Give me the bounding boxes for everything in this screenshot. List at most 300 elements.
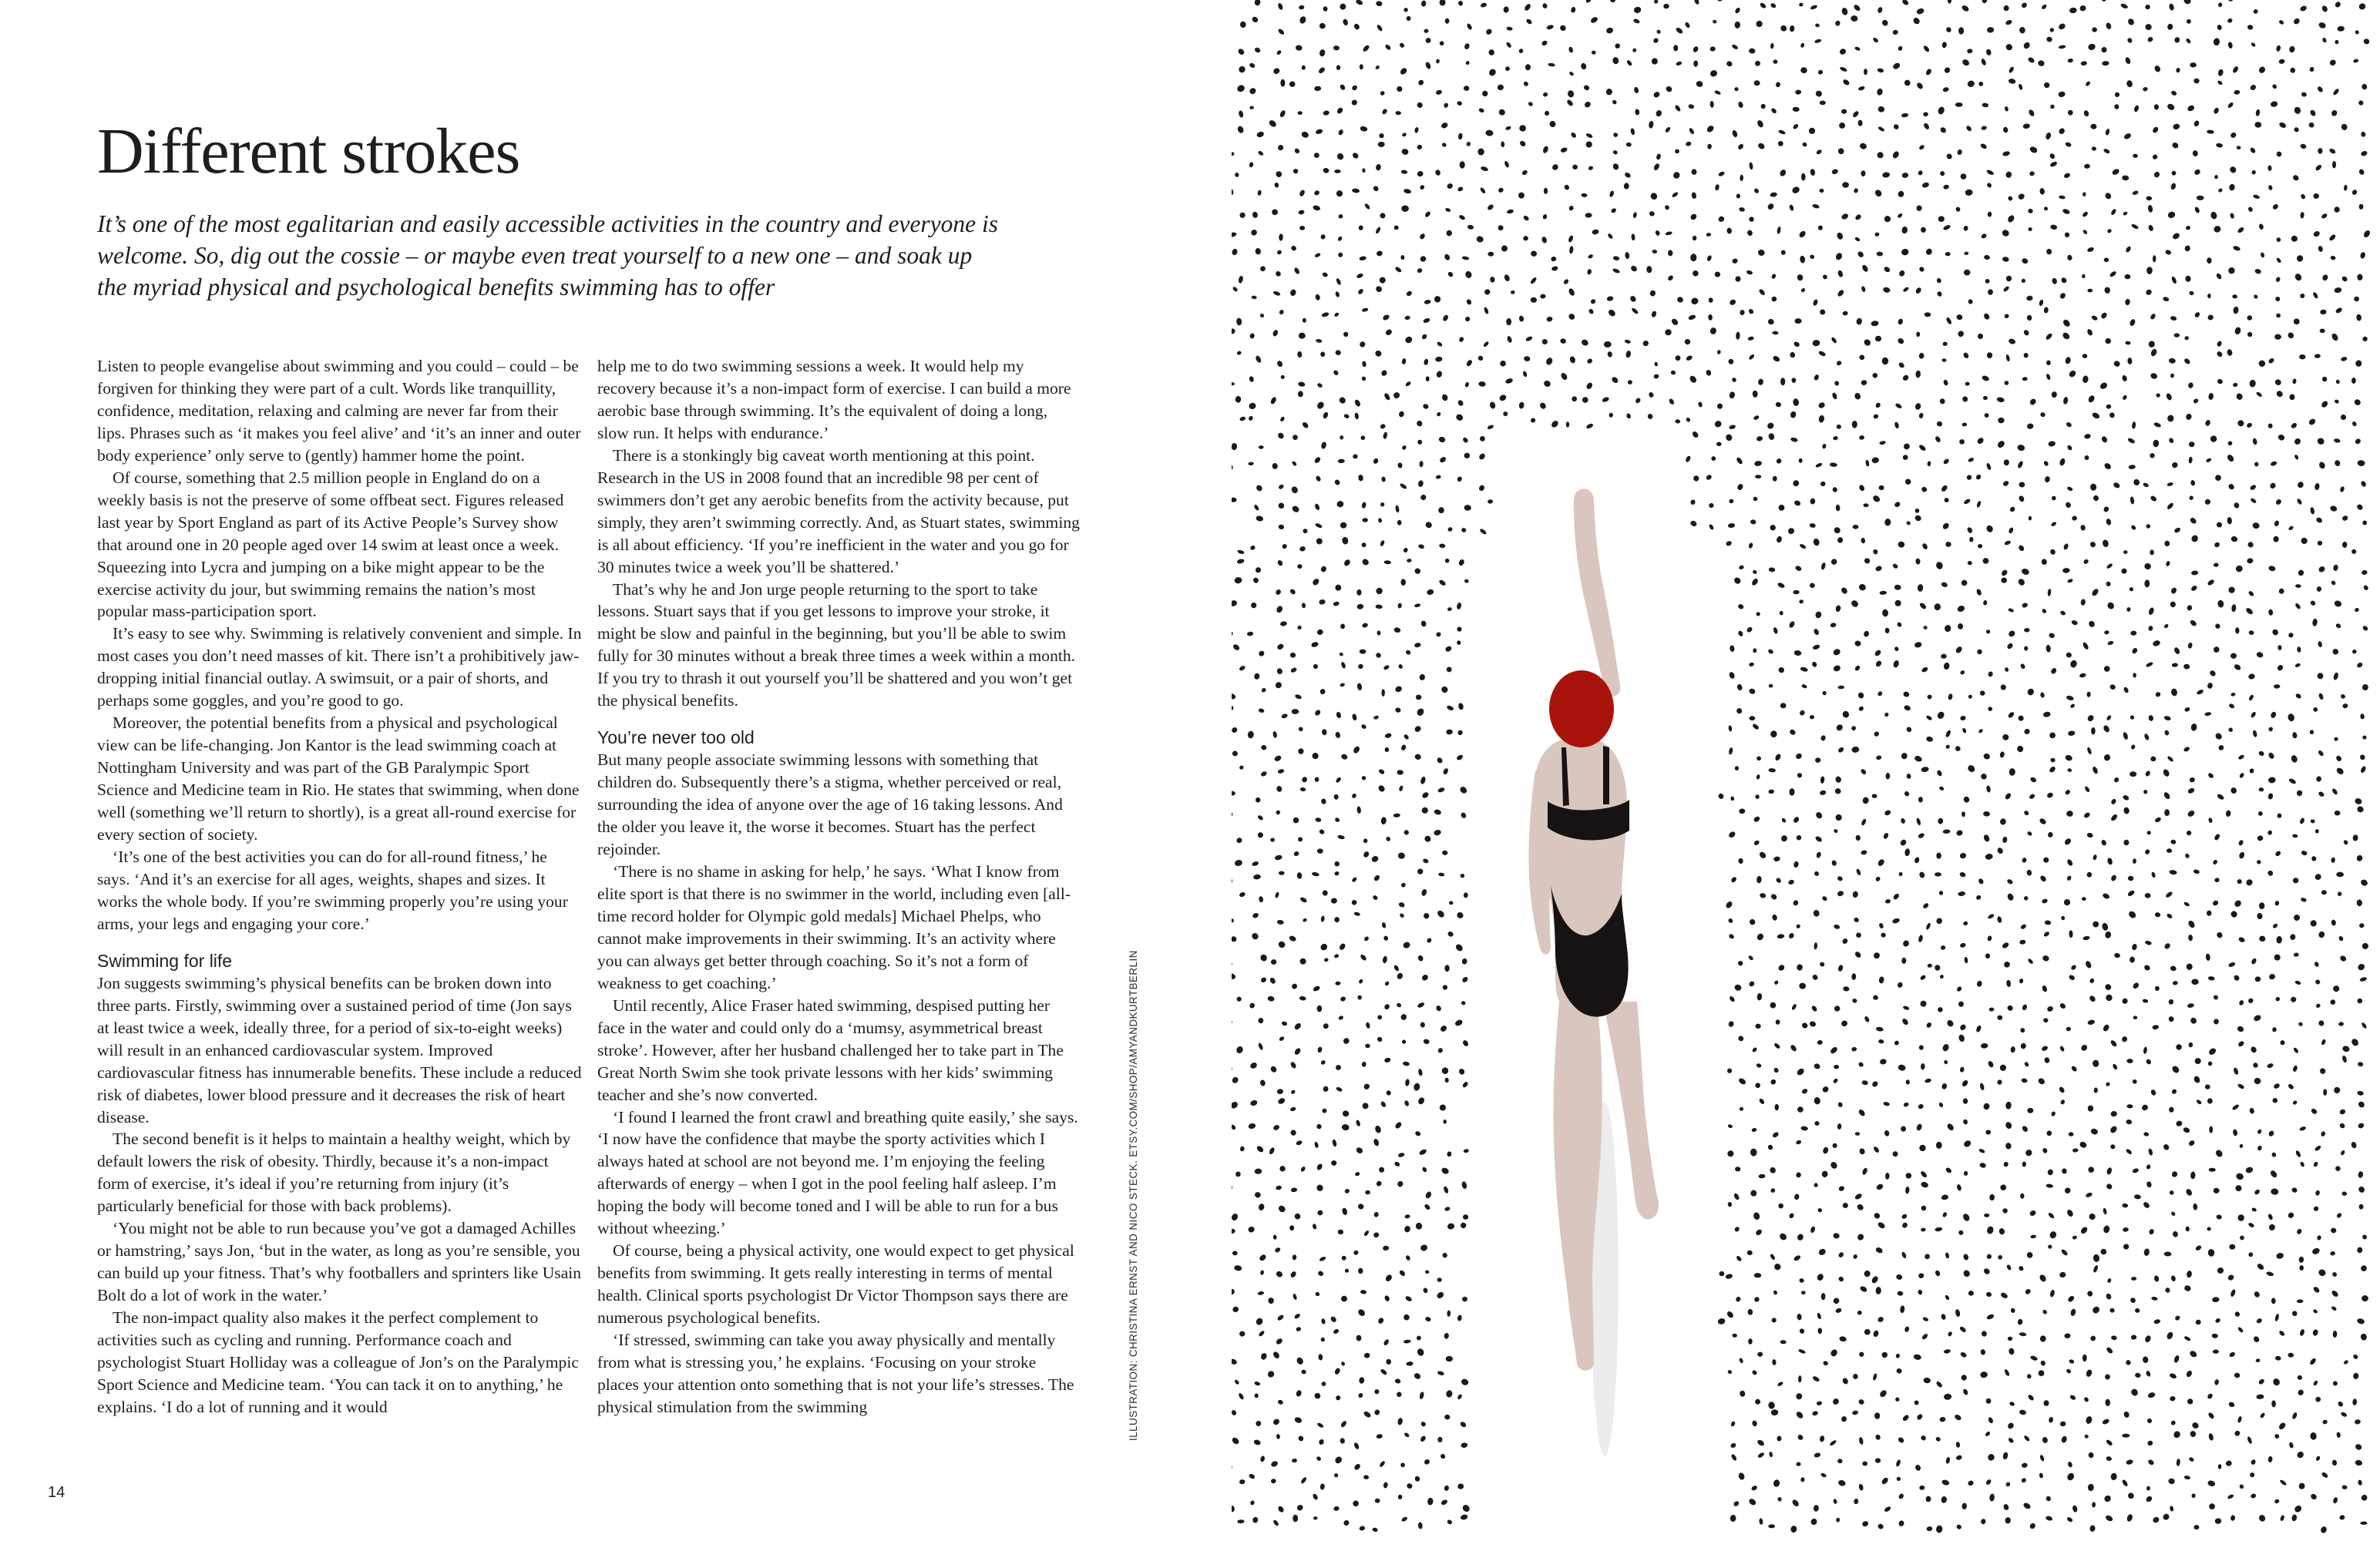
pattern-dot [1394, 1121, 1403, 1130]
pattern-dot [2250, 711, 2257, 718]
pattern-dot [1446, 1356, 1453, 1362]
pattern-dot [1294, 693, 1302, 700]
pattern-dot [1460, 1514, 1468, 1521]
pattern-dot [1457, 186, 1464, 193]
pattern-dot [1256, 1145, 1264, 1153]
pattern-dot [1321, 1318, 1326, 1324]
pattern-dot [2358, 1204, 2363, 1210]
pattern-dot [1551, 163, 1560, 172]
pattern-dot [2186, 1271, 2192, 1278]
pattern-dot [2091, 411, 2100, 420]
pattern-dot [2249, 1107, 2254, 1114]
pattern-dot [1649, 290, 1656, 297]
pattern-dot [1605, 27, 1614, 35]
pattern-dot [1813, 538, 1820, 546]
pattern-dot [1853, 187, 1858, 193]
pattern-dot [1713, 419, 1723, 428]
pattern-dot [2251, 42, 2257, 47]
pattern-dot [1945, 1167, 1952, 1174]
pattern-dot [1884, 216, 1891, 223]
pattern-dot [2239, 1234, 2245, 1241]
pattern-dot [1956, 1524, 1963, 1530]
pattern-dot [2196, 689, 2204, 696]
pattern-dot [1631, 307, 1639, 315]
pattern-dot [1748, 955, 1754, 961]
pattern-dot [2018, 1265, 2025, 1272]
pattern-dot [1872, 1373, 1877, 1381]
pattern-dot [1356, 589, 1361, 596]
pattern-dot [1898, 1519, 1905, 1526]
pattern-dot [2247, 24, 2254, 30]
pattern-dot [1316, 629, 1324, 636]
pattern-dot [2321, 376, 2328, 382]
pattern-dot [2029, 1210, 2036, 1217]
pattern-dot [2092, 27, 2097, 32]
pattern-dot [1372, 895, 1378, 901]
pattern-dot [1359, 256, 1366, 261]
pattern-dot [1985, 278, 1990, 284]
pattern-dot [1873, 1146, 1881, 1153]
pattern-dot [2313, 1161, 2319, 1167]
pattern-dot [1270, 838, 1276, 843]
pattern-dot [2290, 934, 2296, 941]
pattern-dot [1727, 1068, 1733, 1073]
pattern-dot [1770, 893, 1777, 901]
pattern-dot [2293, 437, 2301, 445]
pattern-dot [1234, 1379, 1240, 1385]
pattern-dot [2019, 1042, 2027, 1050]
pattern-dot [1877, 251, 1884, 256]
pattern-dot [1484, 288, 1491, 296]
pattern-dot [1487, 425, 1494, 431]
pattern-dot [2251, 958, 2257, 965]
pattern-dot [1983, 753, 1992, 760]
pattern-dot [1289, 1271, 1297, 1278]
pattern-dot [2064, 1333, 2071, 1338]
pattern-dot [1585, 133, 1593, 139]
pattern-dot [1653, 374, 1659, 379]
pattern-dot [2274, 520, 2280, 527]
pattern-dot [2001, 229, 2010, 237]
pattern-dot [2052, 495, 2057, 501]
pattern-dot [2355, 1443, 2362, 1451]
pattern-dot [1528, 101, 1534, 107]
pattern-dot [1728, 523, 1736, 529]
pattern-dot [2334, 438, 2341, 444]
pattern-dot [2228, 586, 2234, 593]
pattern-dot [1768, 1402, 1776, 1409]
pattern-dot [1937, 1006, 1944, 1013]
pattern-dot [1249, 545, 1256, 551]
pattern-dot [1835, 1308, 1842, 1314]
pattern-dot [1769, 567, 1776, 572]
pattern-dot [2332, 648, 2339, 655]
pattern-dot [2292, 174, 2300, 182]
pattern-dot [1442, 314, 1449, 322]
pattern-dot [1361, 307, 1368, 312]
paragraph: Jon suggests swimming’s physical benefits can be broken down into three parts. Firstly, swimming over a sustained period of time (Jon says at least twice a week, ideally three, for a period of six-to-eight weeks) will result in an enhanced cardiovascular system. Improved cardiovascular fitness has innumerable benefits. These include a reduced risk of diabetes, lower blood pressure and it decreases the risk of heart disease. [97, 973, 582, 1126]
pattern-dot [1665, 85, 1673, 92]
pattern-dot [1750, 519, 1756, 525]
pattern-dot [2029, 170, 2035, 176]
pattern-dot [1749, 217, 1754, 222]
right-page [1232, 0, 2380, 1541]
pattern-dot [2293, 17, 2301, 25]
pattern-dot [1441, 142, 1447, 147]
pattern-dot [2172, 232, 2181, 240]
pattern-dot [1249, 1002, 1256, 1009]
pattern-dot [2275, 1355, 2281, 1361]
pattern-dot [1918, 266, 1925, 273]
pattern-dot [1438, 872, 1445, 877]
pattern-dot [2122, 794, 2130, 801]
pattern-dot [1518, 401, 1524, 409]
pattern-dot [2185, 38, 2191, 44]
pattern-dot [1353, 1463, 1361, 1472]
pattern-dot [1232, 811, 1234, 818]
pattern-dot [1255, 1420, 1262, 1427]
pattern-dot [1976, 500, 1982, 508]
pattern-dot [1676, 61, 1682, 66]
pattern-dot [1280, 375, 1285, 380]
pattern-dot [1780, 378, 1785, 385]
pattern-dot [2256, 1394, 2264, 1399]
pattern-dot [1461, 1503, 1471, 1513]
pattern-dot [1854, 951, 1861, 959]
pattern-dot [2276, 1252, 2284, 1260]
pattern-dot [2214, 175, 2219, 180]
pattern-dot [1404, 1214, 1410, 1219]
pattern-dot [2355, 360, 2362, 367]
pattern-dot [1279, 416, 1286, 422]
pattern-dot [1249, 62, 1256, 69]
pattern-dot [1398, 852, 1406, 859]
pattern-dot [2131, 647, 2138, 655]
pattern-dot [2233, 1067, 2239, 1076]
pattern-dot [1796, 1067, 1805, 1076]
pattern-dot [1758, 288, 1766, 296]
pattern-dot [1441, 394, 1449, 402]
pattern-dot [2321, 274, 2329, 281]
pattern-dot [1759, 2, 1767, 9]
pattern-dot [1323, 167, 1330, 173]
pattern-dot [1778, 1203, 1784, 1209]
pattern-dot [2235, 1185, 2242, 1191]
pattern-dot [2252, 522, 2261, 529]
pattern-dot [2231, 604, 2237, 613]
pattern-dot [1979, 1162, 1987, 1168]
paragraph: Of course, something that 2.5 million people in England do on a weekly basis is not the preserve of some offbeat sect. Figures released last year by Sport England as part of its Active People’s Survey show that around one in 20 people aged over 14 swim at least once a week. Squeezing into Lycra and jumping on a bike might appear to be the exercise activity du jour, but swimming remains the nation’s most popular mass-participation sport. [97, 468, 564, 621]
pattern-dot [1673, 45, 1678, 51]
pattern-dot [1996, 439, 2005, 448]
pattern-dot [1771, 274, 1777, 280]
pattern-dot [1854, 1499, 1859, 1505]
pattern-dot [2318, 1268, 2327, 1277]
pattern-dot [1955, 1309, 1961, 1318]
pattern-dot [1382, 955, 1387, 963]
pattern-dot [2091, 588, 2099, 597]
pattern-dot [2312, 291, 2319, 299]
pattern-dot [1961, 58, 1971, 67]
pattern-dot [2132, 421, 2136, 429]
pattern-dot [1940, 945, 1945, 950]
pattern-dot [2247, 206, 2254, 213]
pattern-dot [1936, 290, 1942, 297]
pattern-dot [1457, 475, 1463, 482]
pattern-dot [1834, 924, 1840, 929]
pattern-dot [2066, 858, 2074, 867]
pattern-dot [1928, 964, 1933, 968]
pattern-dot [1569, 356, 1576, 364]
pattern-dot [2156, 393, 2161, 398]
pattern-dot [1814, 39, 1822, 44]
pattern-dot [1935, 1436, 1941, 1442]
pattern-dot [1691, 431, 1699, 439]
pattern-dot [2245, 1167, 2254, 1174]
pattern-dot [1725, 540, 1732, 546]
pattern-dot [2316, 1235, 2321, 1241]
pattern-dot [2102, 539, 2109, 548]
pattern-dot [1258, 1017, 1265, 1024]
pattern-dot [1836, 232, 1844, 240]
pattern-dot [2004, 459, 2010, 465]
pattern-dot [1801, 1291, 1806, 1294]
pattern-dot [1810, 1005, 1817, 1012]
pattern-dot [2187, 104, 2195, 112]
pattern-dot [1361, 558, 1370, 566]
pattern-dot [1320, 1059, 1326, 1066]
pattern-dot [2105, 1514, 2114, 1522]
pattern-dot [2153, 255, 2156, 262]
pattern-dot [2318, 148, 2322, 154]
pattern-dot [1795, 1411, 1804, 1420]
pattern-dot [1813, 628, 1820, 636]
pattern-dot [1935, 561, 1944, 570]
pattern-dot [1560, 372, 1568, 381]
pattern-dot [1403, 942, 1411, 949]
pattern-dot [2191, 1493, 2197, 1499]
pattern-dot [1340, 683, 1345, 687]
pattern-dot [1921, 1333, 1929, 1341]
pattern-dot [1478, 484, 1486, 492]
pattern-dot [2313, 230, 2321, 238]
pattern-dot [1314, 86, 1321, 91]
pattern-dot [1376, 1, 1383, 7]
pattern-dot [1820, 100, 1826, 105]
pattern-dot [2288, 1083, 2294, 1090]
pattern-dot [1632, 48, 1637, 53]
pattern-dot [1746, 1250, 1753, 1255]
pattern-dot [1417, 439, 1423, 445]
pattern-dot [2309, 729, 2314, 734]
pattern-dot [1457, 703, 1464, 710]
pattern-dot [1690, 297, 1699, 305]
pattern-dot [1457, 399, 1464, 407]
pattern-dot [1841, 938, 1849, 945]
pattern-dot [1922, 45, 1930, 53]
pattern-dot [1857, 1109, 1866, 1117]
pattern-dot [2028, 109, 2035, 117]
pattern-dot [1269, 396, 1277, 405]
swimmer-figure [1528, 488, 1658, 1456]
pattern-dot [1568, 235, 1574, 243]
pattern-dot [1232, 232, 1237, 238]
pattern-dot [2131, 1335, 2137, 1340]
pattern-dot [1894, 402, 1902, 409]
pattern-dot [1925, 1078, 1932, 1083]
pattern-dot [1748, 354, 1755, 361]
pattern-dot [2337, 25, 2345, 32]
pattern-dot [2358, 923, 2365, 928]
pattern-dot [1729, 499, 1734, 504]
pattern-dot [2084, 433, 2091, 439]
pattern-dot [1757, 142, 1766, 150]
pattern-dot [1885, 773, 1890, 780]
pattern-dot [2171, 276, 2178, 284]
pattern-dot [2026, 869, 2032, 876]
pattern-dot [1875, 1247, 1884, 1254]
pattern-dot [2105, 1082, 2110, 1087]
pattern-dot [2067, 109, 2074, 116]
pattern-dot [1941, 1479, 1950, 1486]
pattern-dot [1456, 602, 1462, 609]
pattern-dot [1530, 418, 1535, 423]
pattern-dot [1323, 1022, 1330, 1030]
pattern-dot [1420, 1435, 1427, 1442]
pattern-dot [2042, 857, 2049, 864]
pattern-dot [1646, 266, 1652, 274]
pattern-dot [1403, 734, 1409, 740]
pattern-dot [1370, 855, 1379, 864]
pattern-dot [2146, 196, 2152, 200]
pattern-dot [1446, 666, 1453, 673]
pattern-dot [2150, 372, 2158, 380]
pattern-dot [2146, 1181, 2152, 1188]
pattern-dot [1837, 1123, 1842, 1130]
pattern-dot [2153, 1319, 2161, 1324]
pattern-dot [1921, 1227, 1926, 1231]
pattern-dot [2127, 437, 2136, 445]
pattern-dot [1819, 189, 1824, 193]
pattern-dot [1892, 562, 1899, 569]
pattern-dot [1833, 526, 1841, 535]
pattern-dot [2191, 570, 2198, 576]
pattern-dot [2294, 106, 2302, 115]
pattern-dot [2021, 278, 2026, 284]
pattern-dot [2267, 752, 2275, 760]
pattern-dot [2229, 1244, 2235, 1250]
pattern-dot [1959, 942, 1966, 948]
pattern-dot [2228, 703, 2235, 709]
pattern-dot [1800, 1126, 1808, 1131]
pattern-dot [2089, 995, 2097, 1003]
pattern-dot [1935, 1227, 1942, 1232]
pattern-dot [1333, 1472, 1339, 1478]
pattern-dot [2106, 858, 2113, 865]
pattern-dot [1340, 522, 1346, 529]
pattern-dot [1279, 109, 1286, 118]
pattern-dot [2331, 109, 2338, 117]
pattern-dot [1981, 1043, 1988, 1049]
pattern-dot [2094, 1087, 2098, 1093]
pattern-dot [1446, 705, 1454, 712]
pattern-dot [1877, 68, 1884, 73]
pattern-dot [2208, 1502, 2216, 1510]
pattern-dot [2190, 534, 2200, 543]
pattern-dot [1656, 153, 1662, 160]
pattern-dot [2168, 1478, 2176, 1485]
pattern-dot [1293, 169, 1298, 174]
pattern-dot [1316, 1006, 1322, 1012]
pattern-dot [1963, 1140, 1972, 1149]
pattern-dot [1438, 579, 1447, 586]
pattern-dot [1983, 1267, 1992, 1276]
pattern-dot [2252, 1062, 2259, 1069]
pattern-dot [2113, 777, 2120, 784]
pattern-dot [2360, 150, 2368, 157]
pattern-dot [2102, 61, 2109, 65]
pattern-dot [1834, 252, 1843, 261]
pattern-dot [1259, 896, 1264, 903]
pattern-dot [1675, 419, 1681, 424]
pattern-dot [2088, 1452, 2094, 1459]
pattern-dot [2209, 1168, 2216, 1172]
pattern-dot [2167, 502, 2175, 510]
pattern-dot [1854, 392, 1861, 401]
pattern-dot [1842, 79, 1851, 86]
pattern-dot [1769, 1001, 1777, 1009]
pattern-dot [2266, 1271, 2274, 1277]
pattern-dot [1853, 1374, 1858, 1379]
pattern-dot [1237, 549, 1245, 555]
pattern-dot [2017, 578, 2025, 587]
pattern-dot [1360, 954, 1367, 962]
pattern-dot [1302, 421, 1309, 429]
pattern-dot [1274, 182, 1279, 187]
pattern-dot [1777, 666, 1785, 673]
pattern-dot [1957, 330, 1965, 337]
pattern-dot [2084, 163, 2090, 169]
pattern-dot [1842, 1377, 1850, 1385]
pattern-dot [1258, 1042, 1264, 1051]
pattern-dot [2270, 461, 2277, 467]
pattern-dot [1830, 1160, 1839, 1170]
pattern-dot [2319, 1067, 2327, 1075]
pattern-dot [1735, 1296, 1741, 1302]
pattern-dot [1333, 45, 1340, 51]
pattern-dot [1252, 1516, 1259, 1523]
pattern-dot [1834, 1005, 1841, 1012]
pattern-dot [2002, 126, 2009, 133]
pattern-dot [2297, 1375, 2303, 1381]
pattern-dot [2250, 1046, 2257, 1053]
pattern-dot [1293, 1515, 1298, 1523]
pattern-dot [2039, 1274, 2047, 1283]
pattern-dot [1943, 379, 1949, 386]
pattern-dot [2297, 255, 2304, 262]
pattern-dot [1292, 1459, 1297, 1463]
pattern-dot [2126, 1459, 2133, 1465]
pattern-dot [1461, 1442, 1468, 1449]
pattern-dot [1937, 106, 1945, 115]
pattern-dot [1717, 403, 1723, 408]
pattern-dot [1738, 1472, 1746, 1480]
pattern-dot [2193, 398, 2200, 404]
pattern-dot [2135, 1372, 2141, 1378]
pattern-dot [1874, 189, 1883, 198]
pattern-dot [2126, 1513, 2133, 1523]
pattern-dot [2195, 1244, 2203, 1251]
